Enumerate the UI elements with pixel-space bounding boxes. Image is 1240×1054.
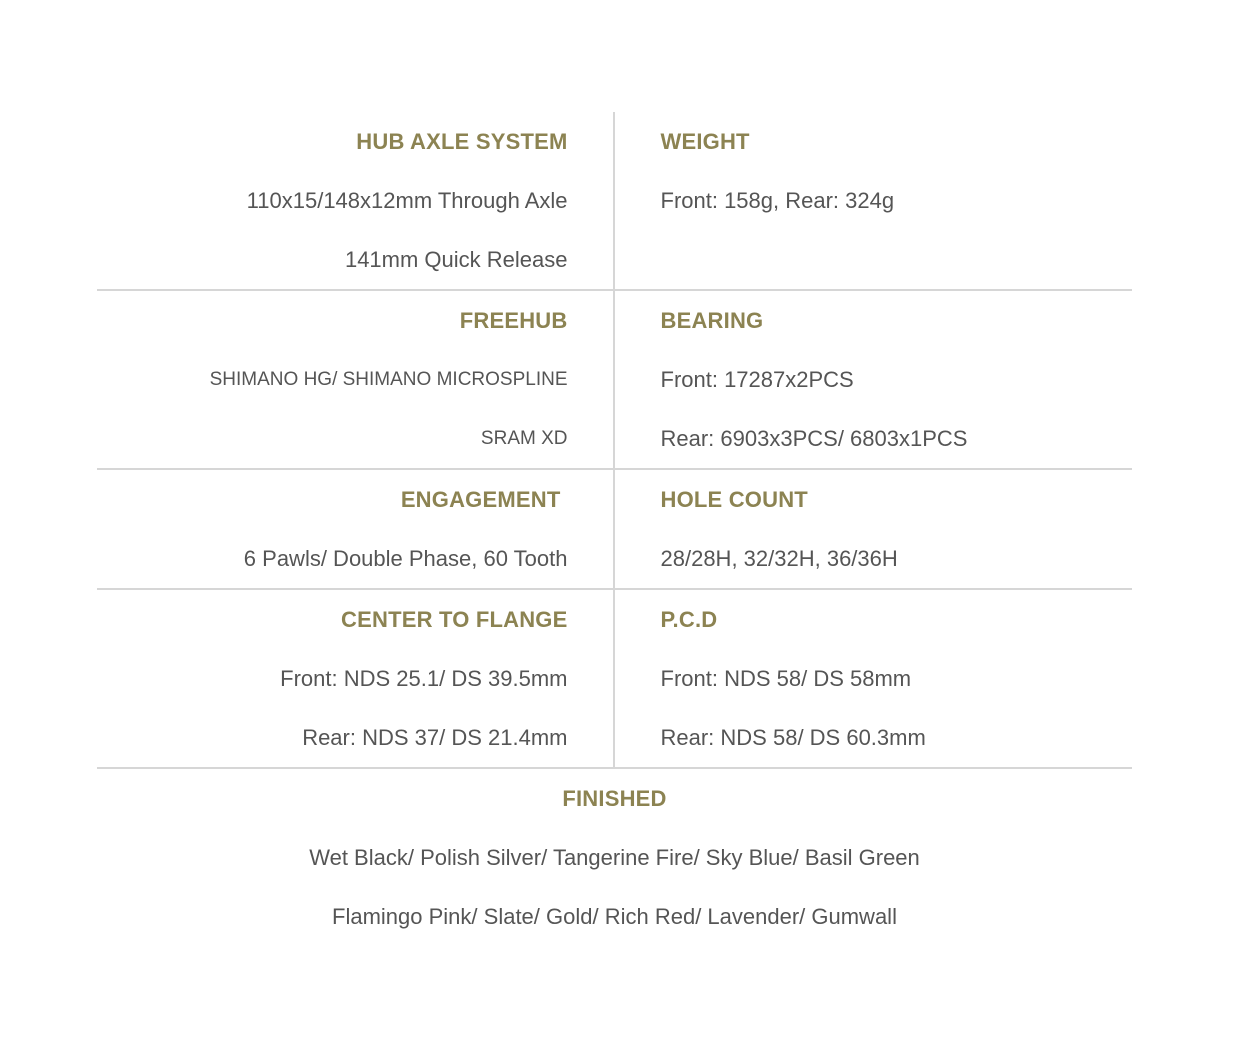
spec-value: Front: 17287x2PCS	[660, 367, 854, 392]
spec-heading: WEIGHT	[660, 129, 750, 154]
spec-value: SHIMANO HG/ SHIMANO MICROSPLINE	[209, 369, 568, 390]
spec-value: Front: NDS 58/ DS 58mm	[660, 666, 912, 691]
finished-value: Flamingo Pink/ Slate/ Gold/ Rich Red/ Lavender/ Gumwall	[332, 904, 897, 929]
spec-row-flange-pcd	[97, 590, 1132, 769]
spec-value: Rear: NDS 37/ DS 21.4mm	[302, 725, 568, 750]
spec-value: Front: NDS 25.1/ DS 39.5mm	[280, 666, 568, 691]
spec-heading: CENTER TO FLANGE	[341, 607, 568, 632]
spec-finished	[97, 769, 1132, 946]
spec-value: SRAM XD	[480, 428, 568, 449]
spec-cell-freehub	[97, 291, 615, 468]
spec-row-axle-weight	[97, 112, 1132, 291]
finished-heading: FINISHED	[562, 786, 667, 811]
spec-value: Rear: 6903x3PCS/ 6803x1PCS	[660, 426, 968, 451]
spec-heading: HUB AXLE SYSTEM	[356, 129, 568, 154]
spec-heading: HOLE COUNT	[660, 487, 808, 512]
spec-cell-center-to-flange	[97, 590, 615, 767]
spec-heading: BEARING	[660, 308, 764, 333]
spec-cell-pcd	[615, 590, 1133, 767]
spec-table	[97, 112, 1132, 946]
spec-cell-engagement	[97, 470, 615, 588]
spec-value: Front: 158g, Rear: 324g	[660, 188, 895, 213]
spec-heading: FREEHUB	[459, 308, 568, 333]
spec-cell-hole-count	[615, 470, 1133, 588]
spec-value: 6 Pawls/ Double Phase, 60 Tooth	[243, 546, 568, 571]
finished-value: Wet Black/ Polish Silver/ Tangerine Fire/ Sky Blue/ Basil Green	[309, 845, 920, 870]
spec-row-freehub-bearing	[97, 291, 1132, 470]
spec-heading: ENGAGEMENT	[400, 487, 561, 512]
spec-cell-hub-axle-system	[97, 112, 615, 289]
spec-value: Rear: NDS 58/ DS 60.3mm	[660, 725, 926, 750]
spec-value: 110x15/148x12mm Through Axle	[246, 188, 568, 213]
spec-cell-bearing	[615, 291, 1133, 468]
spec-value: 141mm Quick Release	[344, 247, 568, 272]
spec-row-engagement-holecount	[97, 470, 1132, 590]
spec-heading: P.C.D	[660, 607, 718, 632]
spec-value: 28/28H, 32/32H, 36/36H	[660, 546, 898, 571]
spec-cell-weight	[615, 112, 1133, 289]
